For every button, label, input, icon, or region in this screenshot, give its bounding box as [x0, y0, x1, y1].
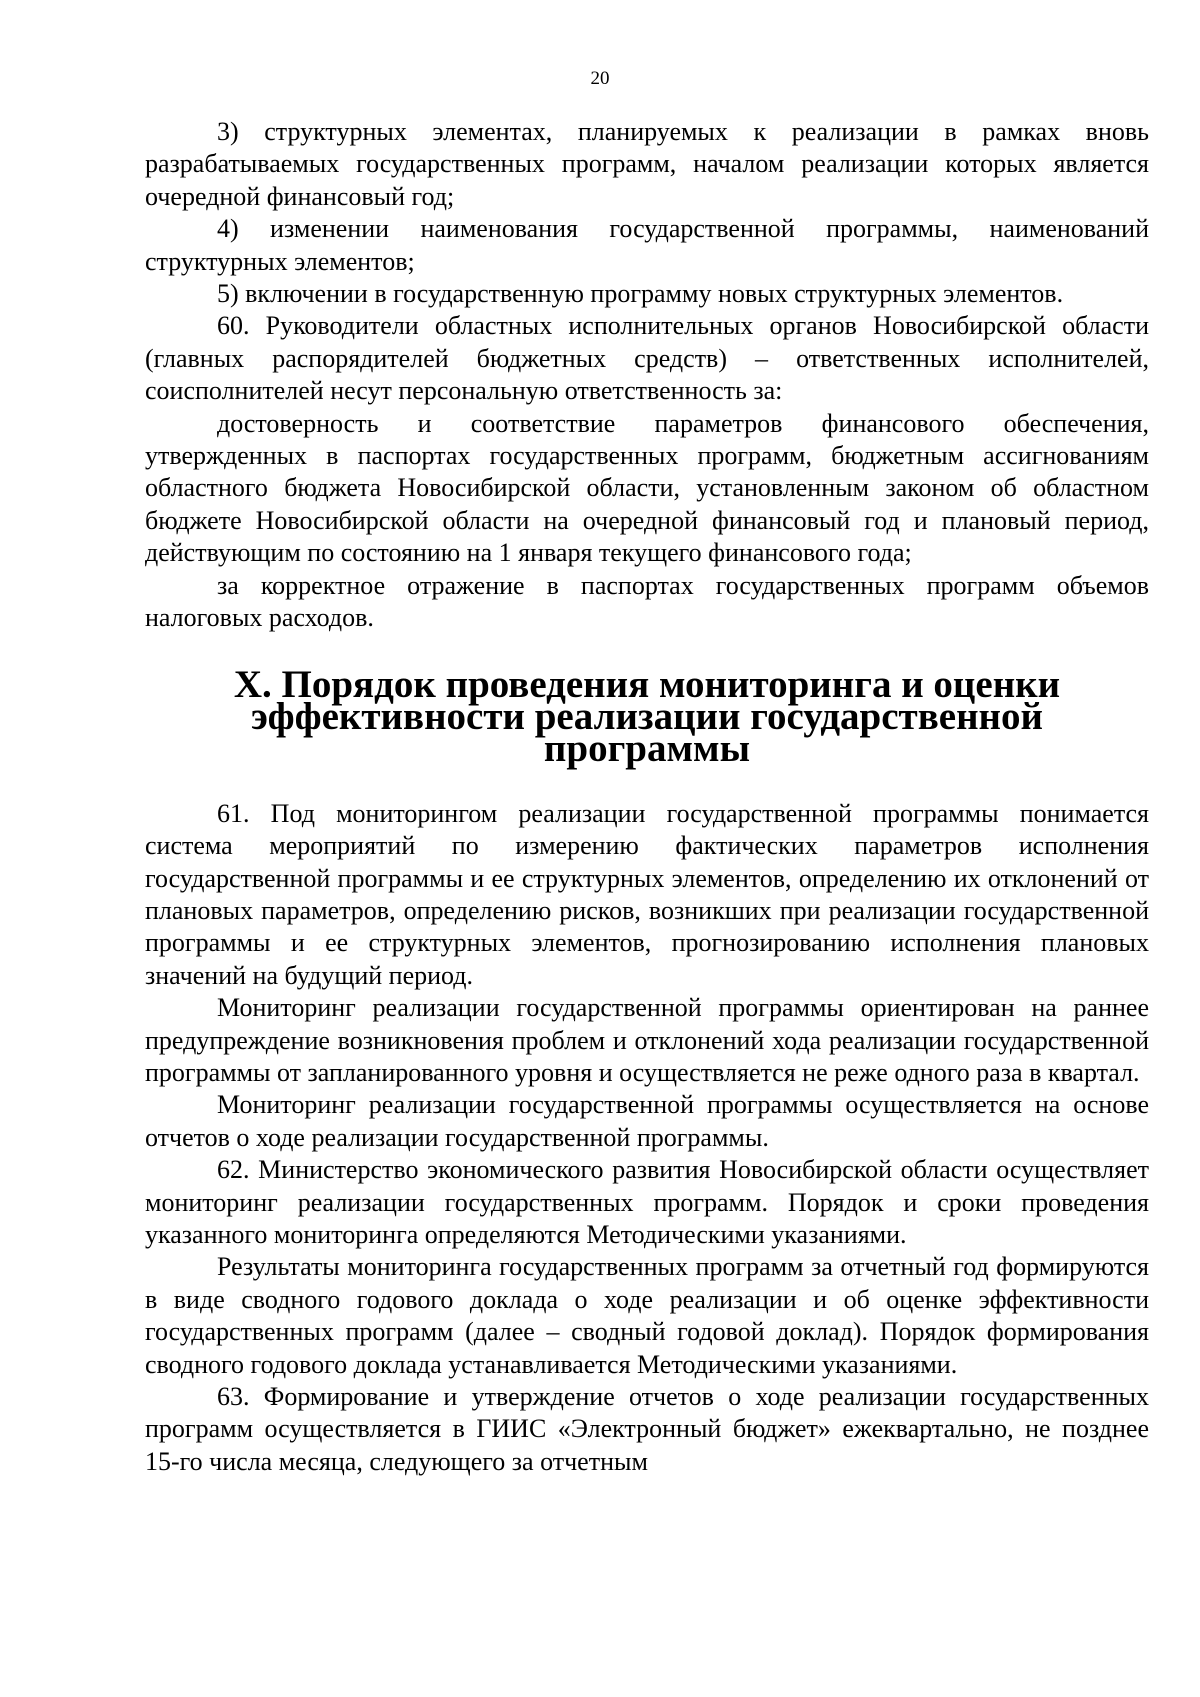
- responsibility-item-tax-expenses: за корректное отражение в паспортах государственных программ объемов налоговых расходов.: [145, 570, 1149, 633]
- clause-62: 62. Министерство экономического развития Новосибирской области осуществляет мониторинг реализации государственных программ. Порядок и сроки проведения указанного мониторинга определяются Методическими указаниями.: [145, 1155, 1149, 1249]
- list-item-5: 5) включении в государственную программу новых структурных элементов.: [217, 279, 1064, 309]
- annual-report-paragraph: Результаты мониторинга государственных программ за отчетный год формируются в виде сводного годового доклада о ходе реализации и об оценке эффективности государственных программ (далее – сводный годовой доклад). Порядок формирования сводного годового доклада устанавливается Методическими указаниями.: [145, 1252, 1149, 1379]
- document-body: [145, 116, 1149, 1478]
- clause-63: 63. Формирование и утверждение отчетов о ходе реализации государственных программ осуществляется в ГИИС «Электронный бюджет» ежеквартально, не позднее 15-го числа месяца, следующего за отчетным: [145, 1382, 1149, 1476]
- clause-61: 61. Под мониторингом реализации государственной программы понимается система мероприятий по измерению фактических параметров исполнения государственной программы и ее структурных элементов, определению их отклонений от плановых параметров, определению рисков, возникших при реализации государственной программы и ее структурных элементов, прогнозированию исполнения плановых значений на будущий период.: [145, 798, 1149, 990]
- monitoring-basis-paragraph: Мониторинг реализации государственной программы осуществляется на основе отчетов о ходе реализации государственной программы.: [145, 1090, 1149, 1152]
- responsibility-item-reliability: достоверность и соответствие параметров финансового обеспечения, утвержденных в паспортах государственных программ, бюджетным ассигнованиям областного бюджета Новосибирской области, установленным законом об областном бюджете Новосибирской области на очередной финансовый год и плановый период, действующим по состоянию на 1 января текущего финансового года;: [145, 408, 1149, 568]
- clause-60: 60. Руководители областных исполнительных органов Новосибирской области (главных распорядителей бюджетных средств) – ответственных исполнителей, соисполнителей несут персональную ответственность за:: [145, 311, 1149, 406]
- list-item-3: 3) структурных элементах, планируемых к реализации в рамках вновь разрабатываемых государственных программ, началом реализации которых является очередной финансовый год;: [145, 117, 1149, 211]
- section-heading: X. Порядок проведения мониторинга и оценки эффективности реализации государственной программы: [233, 662, 1061, 771]
- list-item-4: 4) изменении наименования государственной программы, наименований структурных элементов;: [145, 214, 1149, 276]
- page-number: 20: [590, 68, 610, 89]
- monitoring-orientation-paragraph: Мониторинг реализации государственной программы ориентирован на раннее предупреждение возникновения проблем и отклонений хода реализации государственной программы от запланированного уровня и осуществляется не реже одного раза в квартал.: [145, 993, 1149, 1087]
